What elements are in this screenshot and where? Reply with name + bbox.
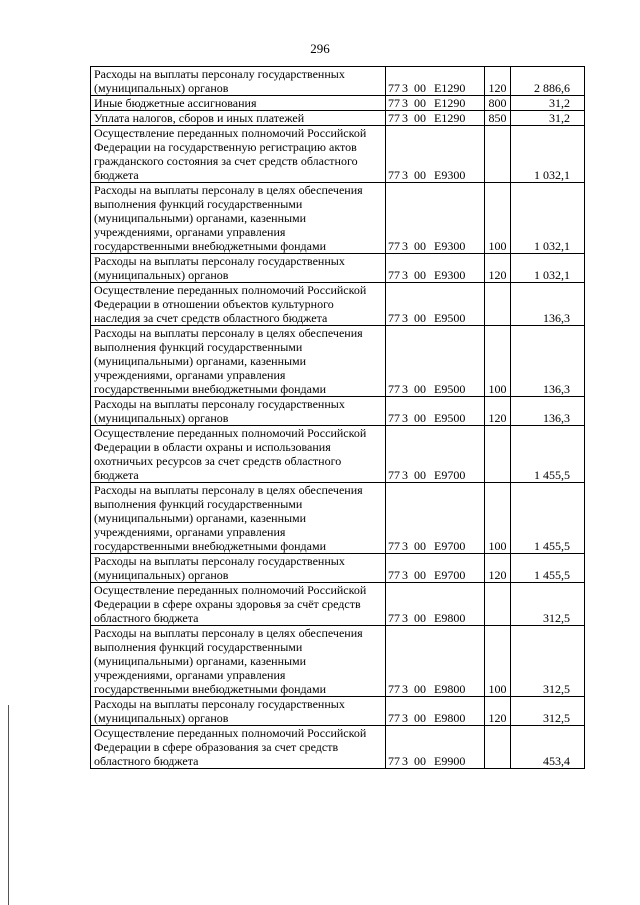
code-part: 00	[414, 81, 426, 95]
code-part: 3	[402, 239, 408, 253]
expense-type-cell: 100	[485, 626, 511, 697]
code-part: 3	[402, 382, 408, 396]
code-part: 00	[414, 382, 426, 396]
code-part: 77	[388, 96, 400, 110]
code-part: Е1290	[434, 111, 466, 125]
expense-name-cell: Осуществление переданных полномочий Российской Федерации на государственную регистрацию актов гражданского состояния за счет средств областного бюджета	[91, 126, 386, 183]
table-row	[91, 126, 585, 183]
target-article-code-cell	[386, 397, 485, 426]
amount-cell: 1 032,1	[511, 183, 585, 254]
code-part: Е9800	[434, 611, 466, 625]
code-part: 77	[388, 239, 400, 253]
expense-name-cell: Осуществление переданных полномочий Российской Федерации в области охраны и использования охотничьих ресурсов за счет средств областного бюджета	[91, 426, 386, 483]
code-part: 3	[402, 268, 408, 282]
target-article-code-cell	[386, 283, 485, 326]
amount-cell: 1 455,5	[511, 554, 585, 583]
code-part: 3	[402, 81, 408, 95]
expense-type-cell	[485, 726, 511, 769]
code-part: 00	[414, 411, 426, 425]
code-part: 3	[402, 611, 408, 625]
amount-cell: 312,5	[511, 626, 585, 697]
target-article-code-cell	[386, 697, 485, 726]
code-part: 77	[388, 539, 400, 553]
table-row	[91, 326, 585, 397]
expense-type-cell: 120	[485, 254, 511, 283]
code-part: 00	[414, 111, 426, 125]
code-part: Е9900	[434, 754, 466, 768]
code-part: Е9500	[434, 411, 466, 425]
code-part: 77	[388, 111, 400, 125]
target-article-code-cell	[386, 326, 485, 397]
expense-name-cell: Расходы на выплаты персоналу в целях обеспечения выполнения функций государственными (муниципальными) органами, казенными учреждениями, органами управления государственными внебюджетными фондами	[91, 326, 386, 397]
expense-type-cell: 120	[485, 697, 511, 726]
budget-table-body	[91, 67, 585, 769]
target-article-code-cell	[386, 67, 485, 96]
code-part: 00	[414, 468, 426, 482]
expense-name-cell: Осуществление переданных полномочий Российской Федерации в сфере охраны здоровья за счёт средств областного бюджета	[91, 583, 386, 626]
code-part: 00	[414, 754, 426, 768]
code-part: 00	[414, 96, 426, 110]
code-part: 3	[402, 568, 408, 582]
target-article-code-cell	[386, 183, 485, 254]
amount-cell: 136,3	[511, 326, 585, 397]
target-article-code-cell	[386, 483, 485, 554]
table-row	[91, 96, 585, 111]
target-article-code-cell	[386, 96, 485, 111]
code-part: Е1290	[434, 81, 466, 95]
code-part: 77	[388, 411, 400, 425]
code-part: 3	[402, 468, 408, 482]
code-part: 3	[402, 754, 408, 768]
amount-cell: 136,3	[511, 283, 585, 326]
table-row	[91, 697, 585, 726]
table-row	[91, 483, 585, 554]
expense-type-cell: 100	[485, 183, 511, 254]
code-part: 3	[402, 311, 408, 325]
expense-type-cell: 100	[485, 326, 511, 397]
table-row	[91, 426, 585, 483]
code-part: 00	[414, 268, 426, 282]
code-part: 3	[402, 539, 408, 553]
page-number: 296	[310, 41, 330, 56]
code-part: 00	[414, 311, 426, 325]
code-part: 77	[388, 468, 400, 482]
expense-type-cell	[485, 583, 511, 626]
margin-line	[8, 705, 9, 905]
code-part: Е9500	[434, 311, 466, 325]
amount-cell: 1 032,1	[511, 254, 585, 283]
table-row	[91, 726, 585, 769]
expense-type-cell	[485, 283, 511, 326]
code-part: 77	[388, 311, 400, 325]
table-row	[91, 254, 585, 283]
table-row	[91, 67, 585, 96]
table-row	[91, 554, 585, 583]
code-part: 3	[402, 682, 408, 696]
code-part: Е9300	[434, 168, 466, 182]
code-part: 3	[402, 168, 408, 182]
expense-type-cell: 850	[485, 111, 511, 126]
code-part: 00	[414, 611, 426, 625]
expense-type-cell	[485, 126, 511, 183]
target-article-code-cell	[386, 111, 485, 126]
code-part: 77	[388, 382, 400, 396]
amount-cell: 1 455,5	[511, 483, 585, 554]
code-part: 77	[388, 168, 400, 182]
table-row	[91, 183, 585, 254]
expense-type-cell: 800	[485, 96, 511, 111]
code-part: Е1290	[434, 96, 466, 110]
budget-table	[90, 66, 585, 769]
expense-name-cell: Расходы на выплаты персоналу в целях обеспечения выполнения функций государственными (муниципальными) органами, казенными учреждениями, органами управления государственными внебюджетными фондами	[91, 183, 386, 254]
code-part: Е9300	[434, 268, 466, 282]
expense-type-cell: 120	[485, 397, 511, 426]
expense-name-cell: Уплата налогов, сборов и иных платежей	[91, 111, 386, 126]
expense-name-cell: Расходы на выплаты персоналу государственных (муниципальных) органов	[91, 697, 386, 726]
expense-name-cell: Осуществление переданных полномочий Российской Федерации в отношении объектов культурного наследия за счет средств областного бюджета	[91, 283, 386, 326]
code-part: Е9800	[434, 682, 466, 696]
amount-cell: 136,3	[511, 397, 585, 426]
expense-name-cell: Иные бюджетные ассигнования	[91, 96, 386, 111]
code-part: Е9800	[434, 711, 466, 725]
code-part: 77	[388, 611, 400, 625]
target-article-code-cell	[386, 626, 485, 697]
code-part: 77	[388, 754, 400, 768]
amount-cell: 312,5	[511, 697, 585, 726]
code-part: 00	[414, 568, 426, 582]
table-row	[91, 283, 585, 326]
amount-cell: 31,2	[511, 96, 585, 111]
expense-name-cell: Осуществление переданных полномочий Российской Федерации в сфере образования за счет средств областного бюджета	[91, 726, 386, 769]
expense-type-cell: 100	[485, 483, 511, 554]
code-part: 3	[402, 96, 408, 110]
code-part: 77	[388, 568, 400, 582]
code-part: 3	[402, 111, 408, 125]
code-part: 77	[388, 81, 400, 95]
amount-cell: 453,4	[511, 726, 585, 769]
code-part: Е9300	[434, 239, 466, 253]
table-row	[91, 583, 585, 626]
code-part: Е9700	[434, 468, 466, 482]
expense-type-cell	[485, 426, 511, 483]
code-part: Е9500	[434, 382, 466, 396]
expense-name-cell: Расходы на выплаты персоналу государственных (муниципальных) органов	[91, 397, 386, 426]
table-row	[91, 111, 585, 126]
code-part: 00	[414, 711, 426, 725]
target-article-code-cell	[386, 254, 485, 283]
target-article-code-cell	[386, 426, 485, 483]
expense-name-cell: Расходы на выплаты персоналу государственных (муниципальных) органов	[91, 67, 386, 96]
amount-cell: 1 455,5	[511, 426, 585, 483]
code-part: Е9700	[434, 539, 466, 553]
table-row	[91, 626, 585, 697]
code-part: 3	[402, 411, 408, 425]
code-part: Е9700	[434, 568, 466, 582]
target-article-code-cell	[386, 583, 485, 626]
expense-name-cell: Расходы на выплаты персоналу в целях обеспечения выполнения функций государственными (муниципальными) органами, казенными учреждениями, органами управления государственными внебюджетными фондами	[91, 483, 386, 554]
amount-cell: 312,5	[511, 583, 585, 626]
code-part: 00	[414, 682, 426, 696]
code-part: 3	[402, 711, 408, 725]
amount-cell: 2 886,6	[511, 67, 585, 96]
expense-name-cell: Расходы на выплаты персоналу в целях обеспечения выполнения функций государственными (муниципальными) органами, казенными учреждениями, органами управления государственными внебюджетными фондами	[91, 626, 386, 697]
expense-type-cell: 120	[485, 554, 511, 583]
expense-type-cell: 120	[485, 67, 511, 96]
code-part: 77	[388, 268, 400, 282]
target-article-code-cell	[386, 554, 485, 583]
expense-name-cell: Расходы на выплаты персоналу государственных (муниципальных) органов	[91, 554, 386, 583]
code-part: 00	[414, 168, 426, 182]
code-part: 77	[388, 682, 400, 696]
target-article-code-cell	[386, 726, 485, 769]
code-part: 00	[414, 239, 426, 253]
expense-name-cell: Расходы на выплаты персоналу государственных (муниципальных) органов	[91, 254, 386, 283]
code-part: 77	[388, 711, 400, 725]
table-row	[91, 397, 585, 426]
target-article-code-cell	[386, 126, 485, 183]
amount-cell: 31,2	[511, 111, 585, 126]
amount-cell: 1 032,1	[511, 126, 585, 183]
code-part: 00	[414, 539, 426, 553]
